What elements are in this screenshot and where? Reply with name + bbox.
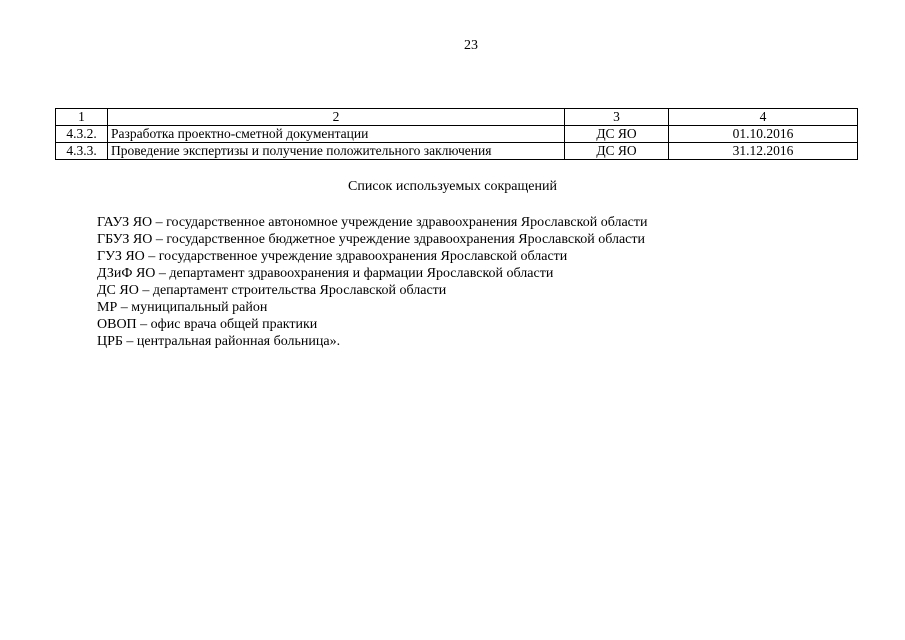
abbreviation-item: ГБУЗ ЯО – государственное бюджетное учреждение здравоохранения Ярославской области (97, 232, 646, 247)
table-header-row (56, 109, 858, 126)
header-cell-2: 2 (108, 109, 565, 126)
abbreviation-item: МР – муниципальный район (97, 300, 268, 315)
plan-table (55, 108, 858, 160)
row-executor-cell: ДС ЯО (565, 143, 669, 160)
abbreviations-list (97, 214, 648, 350)
table-row (56, 143, 858, 160)
row-name-cell: Разработка проектно-сметной документации (108, 126, 565, 143)
header-cell-1: 1 (56, 109, 108, 126)
row-executor-cell: ДС ЯО (565, 126, 669, 143)
row-date-cell: 01.10.2016 (669, 126, 858, 143)
row-date-cell: 31.12.2016 (669, 143, 858, 160)
abbreviation-item: ГУЗ ЯО – государственное учреждение здравоохранения Ярославской области (97, 249, 568, 264)
abbreviation-item: ГАУЗ ЯО – государственное автономное учреждение здравоохранения Ярославской области (97, 215, 648, 230)
abbreviations-title: Список используемых сокращений (348, 179, 557, 194)
header-cell-3: 3 (565, 109, 669, 126)
row-number-cell: 4.3.2. (56, 126, 108, 143)
abbreviation-item: ОВОП – офис врача общей практики (97, 317, 318, 332)
header-cell-4: 4 (669, 109, 858, 126)
abbreviation-item: ДЗиФ ЯО – департамент здравоохранения и фармации Ярославской области (97, 266, 554, 281)
abbreviation-item: ДС ЯО – департамент строительства Ярославской области (97, 283, 447, 298)
page-number: 23 (464, 38, 478, 53)
abbreviation-item: ЦРБ – центральная районная больница». (97, 334, 341, 349)
row-name-cell: Проведение экспертизы и получение положительного заключения (108, 143, 565, 160)
row-number-cell: 4.3.3. (56, 143, 108, 160)
table-row (56, 126, 858, 143)
